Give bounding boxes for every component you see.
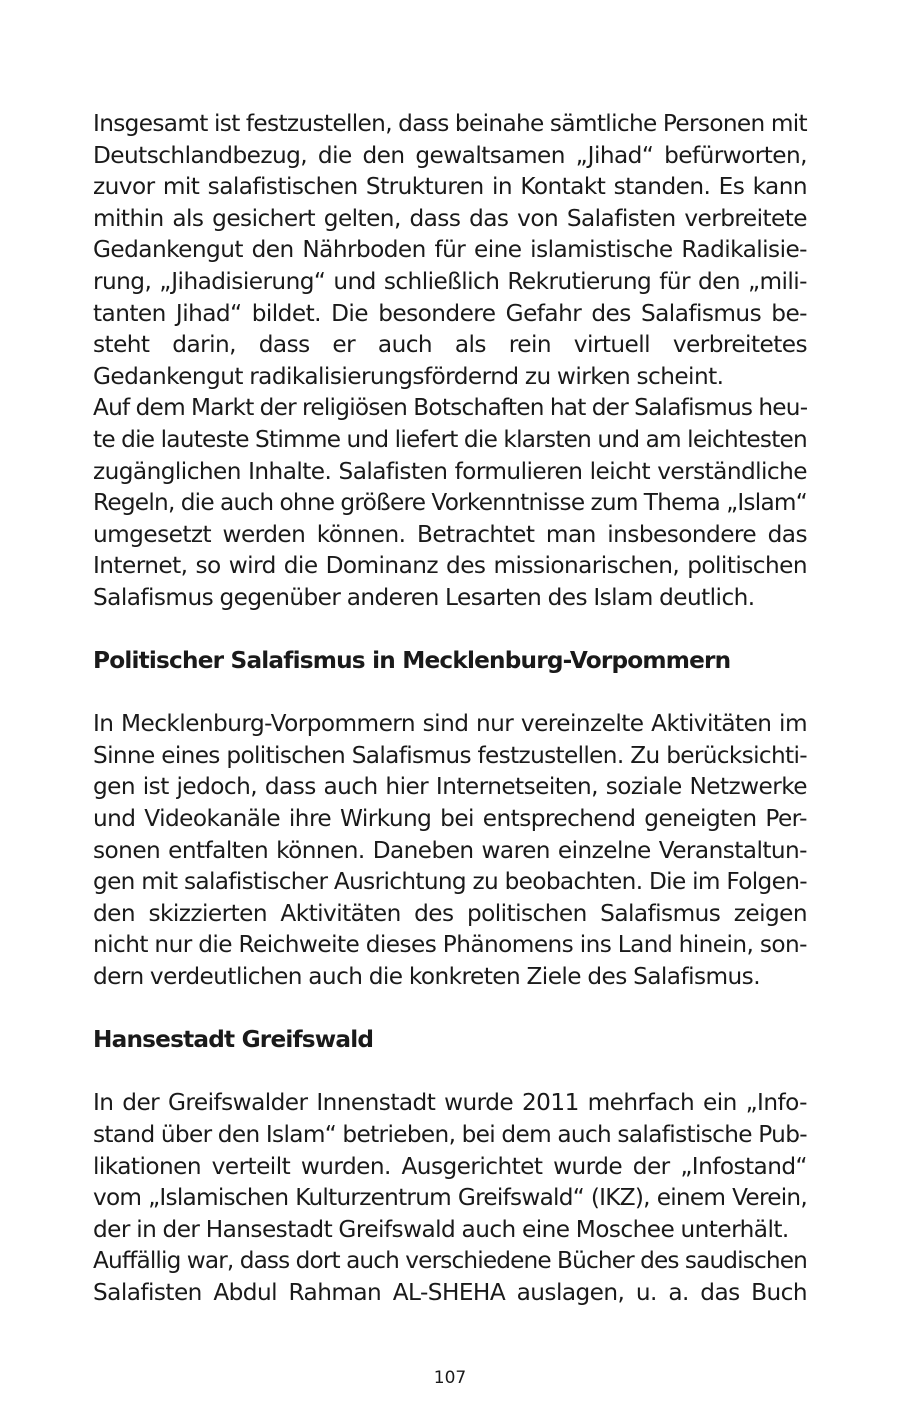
text-line: Deutschlandbezug, die den gewaltsamen „Jihad“ befürworten,	[93, 141, 807, 169]
text-line: gen ist jedoch, dass auch hier Internetseiten, soziale Netzwerke	[93, 773, 807, 801]
text-line: te die lauteste Stimme und liefert die klarsten und am leichtesten	[93, 425, 807, 453]
text-line: Salafisten Abdul Rahman AL-SHEHA auslagen, u. a. das Buch	[93, 1278, 807, 1306]
paragraph	[93, 108, 807, 392]
page-body	[93, 108, 807, 1309]
section-spacer	[93, 677, 807, 709]
section-spacer	[93, 1056, 807, 1088]
page-number: 107	[433, 1368, 467, 1388]
text-line: Internet, so wird die Dominanz des missionarischen, politischen	[93, 552, 807, 580]
text-line: dern verdeutlichen auch die konkreten Ziele des Salafismus.	[93, 963, 761, 991]
text-line: der in der Hansestadt Greifswald auch eine Moschee unterhält.	[93, 1215, 789, 1243]
text-line: steht darin, dass er auch als rein virtuell verbreitetes	[93, 331, 807, 359]
text-line: tanten Jihad“ bildet. Die besondere Gefahr des Salafismus be-	[93, 299, 807, 327]
text-line: stand über den Islam“ betrieben, bei dem auch salafistische Pub-	[93, 1121, 807, 1148]
text-line: Salafismus gegenüber anderen Lesarten des Islam deutlich.	[93, 583, 755, 611]
text-line: sonen entfalten können. Daneben waren einzelne Veranstaltun-	[93, 836, 807, 864]
section-heading: Politischer Salafismus in Mecklenburg-Vorpommern	[93, 647, 731, 675]
text-line: Auffällig war, dass dort auch verschiedene Bücher des saudischen	[93, 1247, 807, 1275]
text-line: zugänglichen Inhalte. Salafisten formulieren leicht verständliche	[93, 457, 807, 485]
text-line: mithin als gesichert gelten, dass das von Salafisten verbreitete	[93, 204, 807, 232]
text-line: umgesetzt werden können. Betrachtet man insbesondere das	[93, 520, 807, 548]
text-line: Auf dem Markt der religiösen Botschaften hat der Salafismus heu-	[93, 394, 808, 422]
text-line: Sinne eines politischen Salafismus festzustellen. Zu berücksichti-	[93, 741, 807, 769]
text-line: Gedankengut radikalisierungsfördernd zu wirken scheint.	[93, 362, 724, 390]
text-line: Insgesamt ist festzustellen, dass beinahe sämtliche Personen mit	[93, 110, 807, 137]
text-line: rung, „Jihadisierung“ und schließlich Rekrutierung für den „mili-	[93, 267, 807, 295]
section-heading: Hansestadt Greifswald	[93, 1026, 374, 1054]
text-line: likationen verteilt wurden. Ausgerichtet wurde der „Infostand“	[93, 1152, 807, 1180]
text-line: In Mecklenburg-Vorpommern sind nur vereinzelte Aktivitäten im	[93, 710, 807, 738]
text-line: vom „Islamischen Kulturzentrum Greifswald“ (IKZ), einem Verein,	[93, 1184, 807, 1212]
text-line: zuvor mit salafistischen Strukturen in Kontakt standen. Es kann	[93, 173, 807, 201]
text-line: Gedankengut den Nährboden für eine islamistische Radikalisie-	[93, 236, 807, 264]
paragraph	[93, 392, 807, 613]
section-spacer	[93, 614, 807, 646]
paragraph	[93, 1087, 807, 1245]
section-spacer	[93, 993, 807, 1025]
text-line: gen mit salafistischer Ausrichtung zu beobachten. Die im Folgen-	[93, 868, 807, 896]
text-line: nicht nur die Reichweite dieses Phänomens ins Land hinein, son-	[93, 931, 807, 959]
paragraph	[93, 1245, 807, 1308]
text-line: Regeln, die auch ohne größere Vorkenntnisse zum Thema „Islam“	[93, 489, 808, 517]
text-line: den skizzierten Aktivitäten des politischen Salafismus zeigen	[93, 899, 807, 927]
text-line: und Videokanäle ihre Wirkung bei entsprechend geneigten Per-	[93, 805, 807, 833]
text-line: In der Greifswalder Innenstadt wurde 2011 mehrfach ein „Info-	[93, 1089, 807, 1117]
paragraph	[93, 708, 807, 992]
